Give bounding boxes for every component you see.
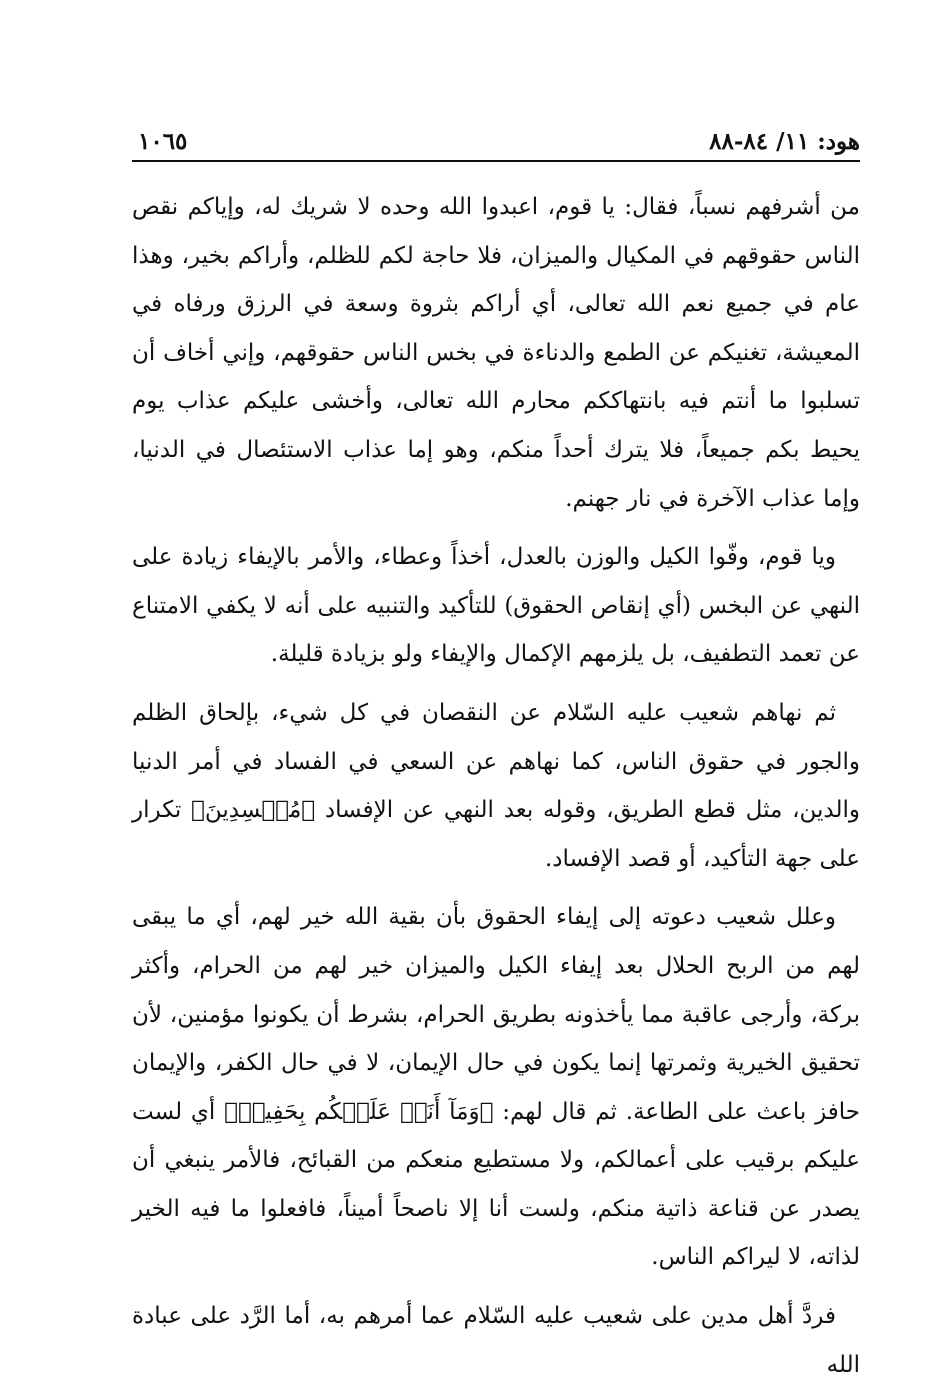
paragraph: فردَّ أهل مدين على شعيب عليه السّلام عما أمرهم به، أما الرَّد على عبادة الله (132, 1303, 860, 1378)
paragraph: وعلل شعيب دعوته إلى إيفاء الحقوق بأن بقية الله خير لهم، أي ما يبقى لهم من الربح الحلال بعد إيفاء الكيل والميزان خير لهم من الحرام، وأكثر بركة، وأرجى عاقبة مما يأخذونه بطريق الحرام، بشرط أن يكونوا مؤمنين، لأن تحقيق الخيرية وثمرتها إنما يكون في حال الإيمان، لا في حال الكفر، والإيمان حافز باعث على الطاعة. ثم قال لهم: ﴿وَمَآ أَنَا۠ عَلَيۡكُم بِحَفِيظٖ﴾ أي لست عليكم برقيب على أعمالكم، ولا مستطيع منعكم من القبائح، فالأمر ينبغي أن يصدر عن قناعة ذاتية منكم، ولست أنا إلا ناصحاً أميناً، فافعلوا ما فيه الخير لذاته، لا ليراكم الناس. (132, 904, 860, 1271)
page-number: ١٠٦٥ (138, 128, 188, 155)
paragraph: ثم نهاهم شعيب عليه السّلام عن النقصان في كل شيء، بإلحاق الظلم والجور في حقوق الناس، كما نهاهم عن السعي في الفساد في أمر الدنيا والدين، مثل قطع الطريق، وقوله بعد النهي عن الإفساد ﴿مُفۡسِدِينَ﴾ تكرار على جهة التأكيد، أو قصد الإفساد. (132, 699, 860, 872)
running-header (132, 120, 860, 160)
surah-reference: هود: ١١/ ٨٤-٨٨ (709, 128, 860, 155)
paragraph: ويا قوم، وفّوا الكيل والوزن بالعدل، أخذاً وعطاء، والأمر بالإيفاء زيادة على النهي عن البخس (أي إنقاص الحقوق) للتأكيد والتنبيه على أنه لا يكفي الامتناع عن تعمد التطفيف، بل يلزمهم الإكمال والإيفاء ولو بزيادة قليلة. (132, 544, 860, 668)
header-rule (132, 160, 860, 162)
page-body (132, 183, 860, 1389)
paragraph: من أشرفهم نسباً، فقال: يا قوم، اعبدوا الله وحده لا شريك له، وإياكم نقص الناس حقوقهم في المكيال والميزان، فلا حاجة لكم للظلم، وأراكم بخير، وهذا عام في جميع نعم الله تعالى، أي أراكم بثروة وسعة في الرزق ورفاه في المعيشة، تغنيكم عن الطمع والدناءة في بخس الناس حقوقهم، وإني أخاف أن تسلبوا ما أنتم فيه بانتهاككم محارم الله تعالى، وأخشى عليكم عذاب يوم يحيط بكم جميعاً، فلا يترك أحداً منكم، وهو إما عذاب الاستئصال في الدنيا، وإما عذاب الآخرة في نار جهنم. (132, 194, 860, 512)
